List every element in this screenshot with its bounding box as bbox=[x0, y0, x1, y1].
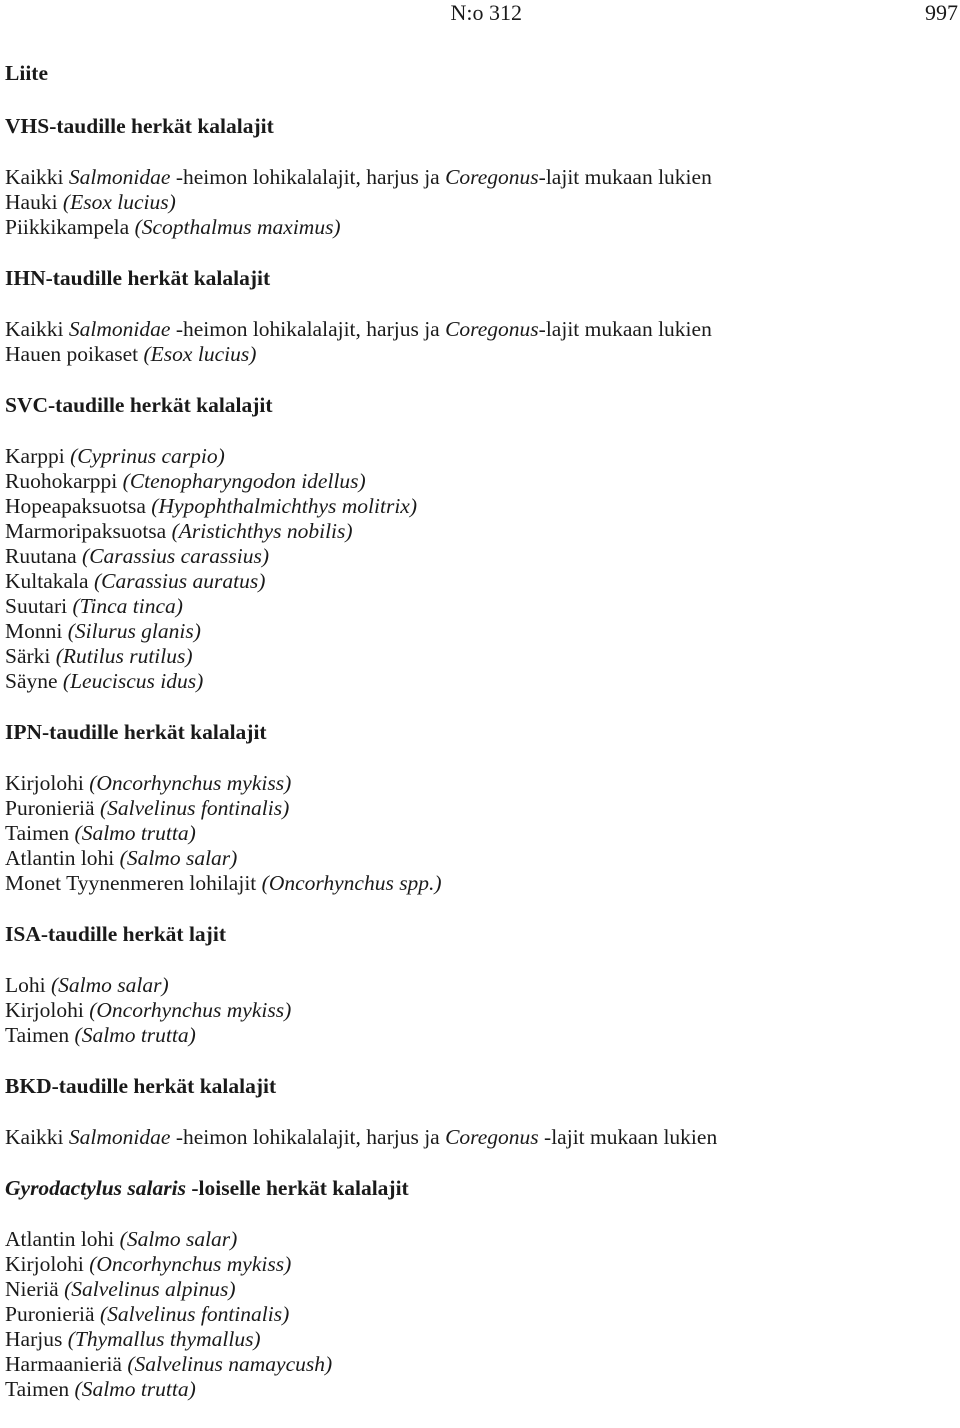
species-section bbox=[5, 393, 955, 694]
scientific-name: (Aristichthys nobilis) bbox=[171, 519, 353, 543]
section-heading bbox=[5, 1176, 955, 1201]
appendix-title: Liite bbox=[5, 61, 48, 85]
species-section bbox=[5, 114, 955, 240]
species-entry bbox=[5, 165, 955, 190]
scientific-name: Salmonidae bbox=[68, 317, 171, 341]
species-entry bbox=[5, 771, 955, 796]
document-body bbox=[5, 61, 955, 1428]
scientific-name: (Tinca tinca) bbox=[72, 594, 183, 618]
species-entry bbox=[5, 1227, 955, 1252]
scientific-name: (Ctenopharyngodon idellus) bbox=[122, 469, 366, 493]
species-entry bbox=[5, 494, 955, 519]
scientific-name: (Esox lucius) bbox=[143, 342, 257, 366]
species-sections bbox=[5, 114, 955, 1402]
scientific-name: (Salmo salar) bbox=[119, 1227, 238, 1251]
text-fragment: -lajit mukaan lukien bbox=[538, 165, 712, 189]
scientific-name: (Salmo trutta) bbox=[74, 1023, 196, 1047]
text-fragment: Hauen poikaset bbox=[5, 342, 144, 366]
species-section bbox=[5, 1176, 955, 1402]
species-entry bbox=[5, 1352, 955, 1377]
species-section bbox=[5, 922, 955, 1048]
section-heading: SVC-taudille herkät kalalajit bbox=[5, 393, 273, 417]
scientific-name: Salmonidae bbox=[68, 165, 171, 189]
scientific-name: (Salvelinus alpinus) bbox=[64, 1277, 236, 1301]
scientific-name: (Oncorhynchus mykiss) bbox=[89, 771, 292, 795]
species-entry bbox=[5, 644, 955, 669]
scientific-name: (Salmo trutta) bbox=[74, 821, 196, 845]
text-fragment: Suutari bbox=[5, 594, 73, 618]
scientific-name: (Salvelinus fontinalis) bbox=[99, 1302, 290, 1326]
scientific-name: (Thymallus thymallus) bbox=[67, 1327, 261, 1351]
text-fragment: Särki bbox=[5, 644, 56, 668]
scientific-name: (Oncorhynchus mykiss) bbox=[89, 998, 292, 1022]
text-fragment: Kaikki bbox=[5, 1125, 69, 1149]
text-fragment: Säyne bbox=[5, 669, 63, 693]
text-fragment: Nieriä bbox=[5, 1277, 65, 1301]
scientific-name: Coregonus bbox=[445, 165, 539, 189]
scientific-name: (Salmo salar) bbox=[119, 846, 238, 870]
species-entry bbox=[5, 821, 955, 846]
text-fragment: Kirjolohi bbox=[5, 771, 90, 795]
scientific-name: (Hypophthalmichthys molitrix) bbox=[151, 494, 417, 518]
text-fragment: Ruutana bbox=[5, 544, 83, 568]
text-fragment: Kirjolohi bbox=[5, 998, 90, 1022]
text-fragment: Marmoripaksuotsa bbox=[5, 519, 172, 543]
text-fragment: Taimen bbox=[5, 1023, 75, 1047]
scientific-name: (Salvelinus fontinalis) bbox=[99, 796, 290, 820]
species-section bbox=[5, 266, 955, 367]
species-entry bbox=[5, 1023, 955, 1048]
text-fragment: Ruohokarppi bbox=[5, 469, 123, 493]
scientific-name: (Carassius auratus) bbox=[93, 569, 266, 593]
species-entry bbox=[5, 619, 955, 644]
text-fragment: Harjus bbox=[5, 1327, 68, 1351]
species-entry bbox=[5, 1252, 955, 1277]
scientific-name: Gyrodactylus salaris bbox=[5, 1176, 186, 1200]
text-fragment: Kaikki bbox=[5, 317, 69, 341]
text-fragment: Taimen bbox=[5, 821, 75, 845]
text-fragment: Atlantin lohi bbox=[5, 846, 120, 870]
text-fragment: Monni bbox=[5, 619, 68, 643]
text-fragment: Kultakala bbox=[5, 569, 94, 593]
text-fragment: Piikkikampela bbox=[5, 215, 135, 239]
scientific-name: (Salmo salar) bbox=[50, 973, 169, 997]
scientific-name: (Oncorhynchus spp.) bbox=[261, 871, 442, 895]
text-fragment: Atlantin lohi bbox=[5, 1227, 120, 1251]
species-entry bbox=[5, 190, 955, 215]
species-section bbox=[5, 720, 955, 896]
scientific-name: (Oncorhynchus mykiss) bbox=[89, 1252, 292, 1276]
species-entry bbox=[5, 846, 955, 871]
scientific-name: Coregonus bbox=[445, 317, 539, 341]
species-entry bbox=[5, 215, 955, 240]
species-section bbox=[5, 1074, 955, 1150]
species-entry bbox=[5, 871, 955, 896]
scientific-name: (Carassius carassius) bbox=[82, 544, 269, 568]
species-entry bbox=[5, 1277, 955, 1302]
text-fragment: Taimen bbox=[5, 1377, 75, 1401]
section-heading: IHN-taudille herkät kalalajit bbox=[5, 266, 271, 290]
scientific-name: (Leuciscus idus) bbox=[62, 669, 204, 693]
text-fragment: -heimon lohikalalajit, harjus ja bbox=[170, 1125, 446, 1149]
text-fragment: Karppi bbox=[5, 444, 71, 468]
text-fragment: -loiselle herkät kalalajit bbox=[185, 1176, 409, 1200]
species-entry bbox=[5, 1125, 955, 1150]
section-heading: IPN-taudille herkät kalalajit bbox=[5, 720, 267, 744]
page-number: 997 bbox=[925, 0, 958, 25]
text-fragment: -lajit mukaan lukien bbox=[538, 317, 712, 341]
scientific-name: (Salvelinus namaycush) bbox=[127, 1352, 333, 1376]
species-entry bbox=[5, 569, 955, 594]
species-entry bbox=[5, 342, 955, 367]
scientific-name: (Silurus glanis) bbox=[67, 619, 201, 643]
species-entry bbox=[5, 444, 955, 469]
scientific-name: (Esox lucius) bbox=[62, 190, 176, 214]
text-fragment: Hauki bbox=[5, 190, 63, 214]
species-entry bbox=[5, 796, 955, 821]
species-entry bbox=[5, 973, 955, 998]
text-fragment: Harmaanieriä bbox=[5, 1352, 128, 1376]
scientific-name: (Rutilus rutilus) bbox=[55, 644, 193, 668]
text-fragment: Monet Tyynenmeren lohilajit bbox=[5, 871, 262, 895]
text-fragment: -heimon lohikalalajit, harjus ja bbox=[170, 317, 446, 341]
page-header bbox=[0, 0, 960, 26]
text-fragment: Puronieriä bbox=[5, 796, 100, 820]
scientific-name: (Cyprinus carpio) bbox=[70, 444, 225, 468]
section-heading: VHS-taudille herkät kalalajit bbox=[5, 114, 274, 138]
text-fragment: -heimon lohikalalajit, harjus ja bbox=[170, 165, 446, 189]
text-fragment: Puronieriä bbox=[5, 1302, 100, 1326]
section-heading: BKD-taudille herkät kalalajit bbox=[5, 1074, 277, 1098]
species-entry bbox=[5, 317, 955, 342]
species-entry bbox=[5, 544, 955, 569]
species-entry bbox=[5, 998, 955, 1023]
section-heading: ISA-taudille herkät lajit bbox=[5, 922, 226, 946]
text-fragment: -lajit mukaan lukien bbox=[538, 1125, 718, 1149]
scientific-name: Coregonus bbox=[445, 1125, 539, 1149]
scientific-name: Salmonidae bbox=[68, 1125, 171, 1149]
species-entry bbox=[5, 1302, 955, 1327]
text-fragment: Kirjolohi bbox=[5, 1252, 90, 1276]
species-entry bbox=[5, 1327, 955, 1352]
scientific-name: (Scopthalmus maximus) bbox=[134, 215, 341, 239]
species-entry bbox=[5, 594, 955, 619]
text-fragment: Lohi bbox=[5, 973, 51, 997]
species-entry bbox=[5, 669, 955, 694]
text-fragment: Kaikki bbox=[5, 165, 69, 189]
species-entry bbox=[5, 1377, 955, 1402]
document-number: N:o 312 bbox=[450, 0, 522, 25]
scientific-name: (Salmo trutta) bbox=[74, 1377, 196, 1401]
species-entry bbox=[5, 519, 955, 544]
species-entry bbox=[5, 469, 955, 494]
text-fragment: Hopeapaksuotsa bbox=[5, 494, 152, 518]
